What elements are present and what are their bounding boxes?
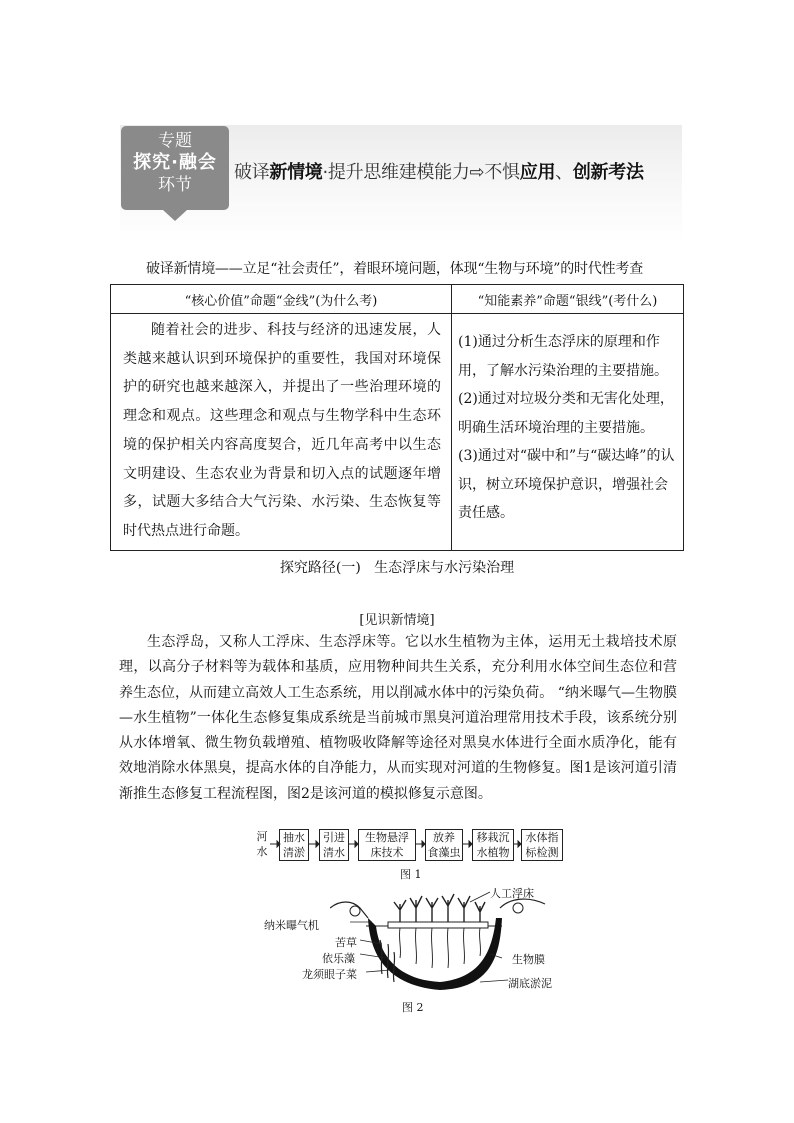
flow-step-line: 放养	[433, 831, 455, 844]
badge-pointer	[163, 210, 187, 221]
flow-step-line: 清淤	[283, 846, 305, 859]
flow-step-line: 标检测	[525, 846, 559, 859]
sub-title: [见识新情境]	[359, 613, 435, 628]
flow-start-line: 水	[256, 845, 268, 858]
badge-line-1: 专题	[158, 131, 192, 151]
section-badge	[121, 126, 229, 210]
banner-title-part: 破译	[234, 162, 270, 183]
section-title: 探究路径(一) 生态浮床与水污染治理	[279, 560, 515, 576]
banner-title	[234, 158, 644, 184]
arrow-icon: ⇨	[469, 162, 485, 183]
table-head-right: “知能素养”命题“银线”(考什么)	[452, 285, 684, 314]
label-hornwort: 龙须眼子菜	[302, 968, 357, 981]
figure-1-flowchart	[255, 827, 565, 863]
intro-text: 破译新情境——立足“社会责任”，着眼环境问题，体现“生物与环境”的时代性考查	[146, 261, 644, 277]
flow-step-line: 抽水	[283, 831, 305, 844]
label-float-bed: 人工浮床	[490, 887, 534, 900]
body-paragraph: 生态浮岛，又称人工浮床、生态浮床等。它以水生植物为主体，运用无土栽培技术原理，以高分子材料等为载体和基质，应用物种间共生关系，充分利用水体空间生态位和营养生态位，从而建立高效人工生态系统，用以削减水体中的污染负荷。 “纳米曝气—生物膜—水生植物”一体化生态修复集成系统是当前城市黑臭河道治理常用技术手段，该系统分别从水体增氧、微生物负载增殖、植物吸收降解等途径对黑臭水体进行全面水质净化，能有效地消除水体黑臭，提高水体的自净能力，从而实现对河道的生物修复。图1是该河道引清渐推生态修复工程流程图，图2是该河道的模拟修复示意图。	[119, 634, 677, 802]
banner-title-part: 应用	[519, 162, 556, 183]
banner-title-part: 创新考法	[572, 162, 644, 183]
flow-step-line: 床技术	[370, 846, 404, 859]
figure-1-caption: 图 1	[400, 868, 422, 881]
label-sludge: 湖底淤泥	[508, 977, 552, 990]
badge-line-2: 探究·融会	[133, 152, 217, 173]
label-biofilm: 生物膜	[512, 953, 545, 966]
label-eelgrass: 苦草	[335, 936, 357, 949]
table-cell-right	[452, 314, 684, 551]
flow-step-line: 移栽沉	[476, 831, 510, 844]
flow-step-line: 食藻虫	[427, 846, 461, 859]
table-cell-left: 随着社会的进步、科技与经济的迅速发展，人类越来越认识到环境保护的重要性，我国对环境保护的研究也越来越深入，并提出了一些治理环境的理念和观点。这些理念和观点与生物学科中生态环境的保护相关内容高度契合，近几年高考中以生态文明建设、生态农业为背景和切入点的试题逐年增多，试题大多结合大气污染、水污染、生态恢复等时代热点进行命题。	[111, 314, 452, 551]
label-yilezao: 依乐藻	[322, 952, 355, 965]
flow-step-line: 水植物	[476, 846, 510, 859]
banner-title-part: ·提升思维建模能力	[322, 162, 470, 183]
flow-start-line: 河	[256, 830, 268, 843]
list-item: (3)通过对“碳中和”与“碳达峰”的认识，树立环境保护意识，增强社会责任感。	[458, 448, 675, 521]
banner-title-part: 新情境	[269, 162, 323, 183]
flow-step-line: 生物悬浮	[365, 831, 409, 844]
label-aerator: 纳米曝气机	[264, 919, 319, 932]
list-item: (2)通过对垃圾分类和无害化处理，明确生活环境治理的主要措施。	[458, 391, 674, 436]
flow-step-line: 水体指	[525, 831, 559, 844]
flow-arrows	[255, 827, 565, 863]
figure-2-caption: 图 2	[402, 1001, 424, 1014]
badge-line-3: 环节	[158, 175, 192, 195]
banner-title-part: 不惧	[484, 162, 520, 183]
value-literacy-table	[110, 284, 684, 551]
flow-step-line: 清水	[323, 846, 345, 859]
table-head-left: “核心价值”命题“金线”(为什么考)	[111, 285, 452, 314]
list-item: (1)通过分析生态浮床的原理和作用，了解水污染治理的主要措施。	[458, 334, 668, 379]
flow-step-line: 引进	[323, 831, 345, 844]
banner-title-part: 、	[555, 162, 573, 183]
